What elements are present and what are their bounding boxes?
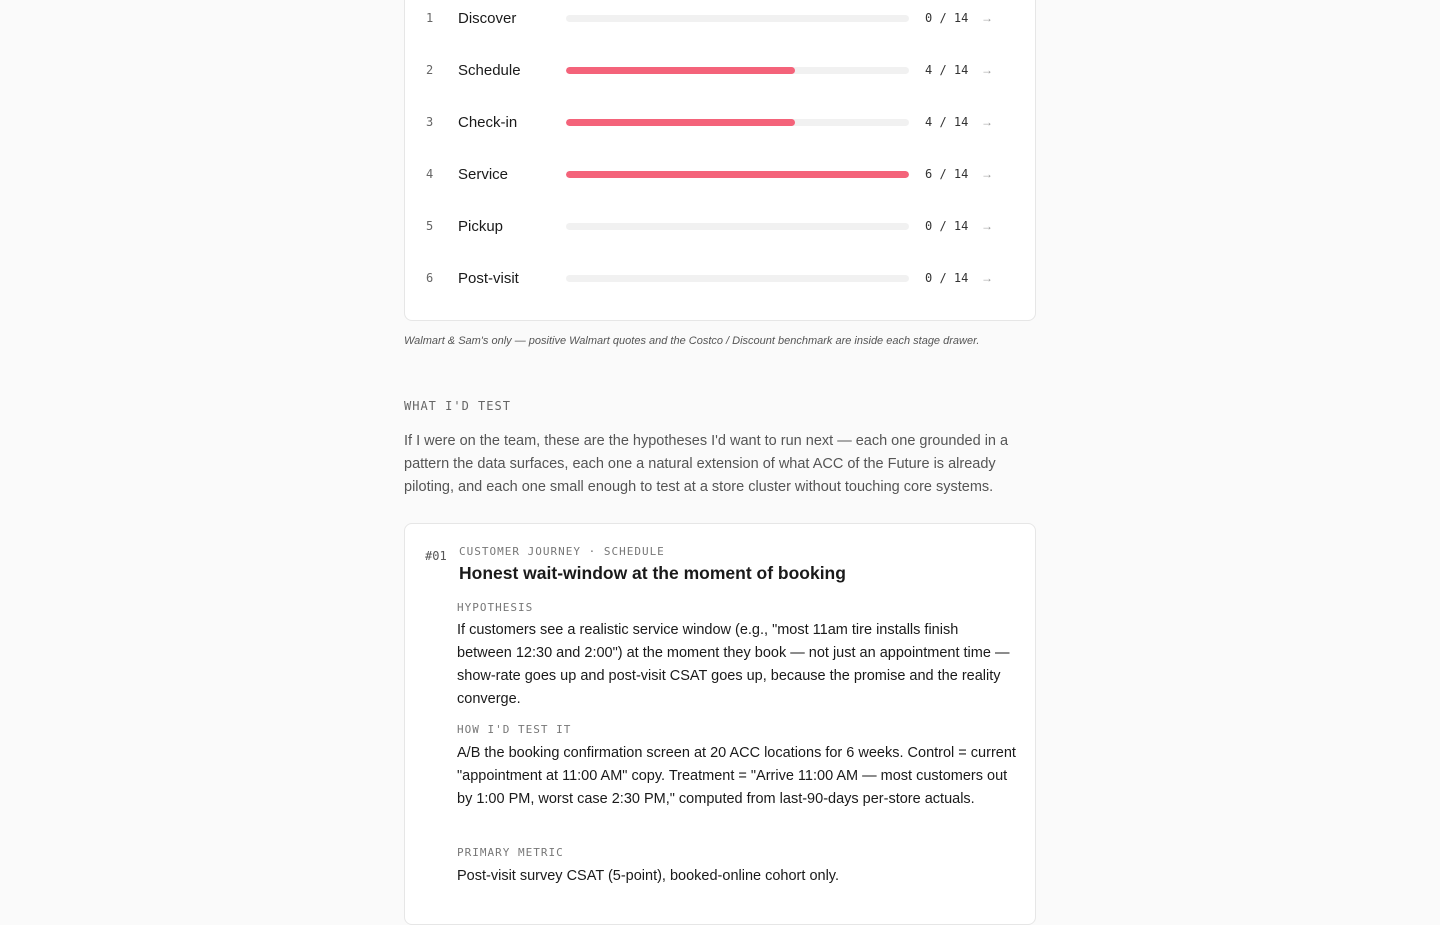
hypothesis-text: If customers see a realistic service window (e.g., "most 11am tire installs finish between 12:30 and 2:00") at the moment they book — not just an appointment time — show-rate goes up and post-visit CSAT goes up, because the promise and the reality converge.	[457, 622, 1010, 707]
test-card	[404, 523, 1036, 925]
arrow-right-icon[interactable]: →	[981, 271, 993, 285]
stage-progress-track	[566, 15, 909, 22]
stage-number: 5	[426, 219, 434, 233]
stage-progress-track	[566, 119, 909, 126]
stage-number: 6	[426, 271, 434, 285]
stage-name: Post-visit	[458, 269, 519, 287]
stage-progress-track	[566, 171, 909, 178]
stage-count: 0 / 14	[925, 219, 969, 233]
arrow-right-icon[interactable]: →	[981, 167, 993, 181]
stage-row-service[interactable]	[405, 154, 1037, 194]
stage-progress-track	[566, 275, 909, 282]
test-id: #01	[425, 549, 447, 563]
metric-text: Post-visit survey CSAT (5-point), booked-online cohort only.	[457, 868, 839, 884]
stage-number: 2	[426, 63, 434, 77]
stage-name: Check-in	[458, 113, 518, 131]
method-label: HOW I'D TEST IT	[457, 723, 572, 736]
stage-progress-fill	[566, 119, 795, 126]
stage-name: Service	[458, 165, 509, 183]
arrow-right-icon[interactable]: →	[981, 115, 993, 129]
stages-footnote: Walmart & Sam's only — positive Walmart quotes and the Costco / Discount benchmark are inside each stage drawer.	[404, 335, 980, 347]
stage-row-check-in[interactable]	[405, 102, 1037, 142]
metric-label: PRIMARY METRIC	[457, 846, 564, 859]
stage-progress-track	[566, 67, 909, 74]
stage-number: 3	[426, 115, 434, 129]
arrow-right-icon[interactable]: →	[981, 63, 993, 77]
stage-name: Schedule	[458, 61, 521, 79]
stage-row-schedule[interactable]	[405, 50, 1037, 90]
stage-row-post-visit[interactable]	[405, 258, 1037, 298]
stage-name: Discover	[458, 9, 517, 27]
stage-count: 6 / 14	[925, 167, 969, 181]
journey-stages-card	[404, 0, 1036, 321]
section-label: WHAT I'D TEST	[404, 399, 511, 413]
hypothesis-label: HYPOTHESIS	[457, 601, 534, 614]
stage-row-pickup[interactable]	[405, 206, 1037, 246]
test-eyebrow: CUSTOMER JOURNEY · SCHEDULE	[459, 545, 665, 558]
stage-count: 4 / 14	[925, 63, 969, 77]
section-intro: If I were on the team, these are the hypotheses I'd want to run next — each one grounded in a pattern the data surfaces, each one a natural extension of what ACC of the Future is already piloting, and each one small enough to test at a store cluster without touching core systems.	[404, 433, 1009, 495]
stage-count: 4 / 14	[925, 115, 969, 129]
test-title: Honest wait-window at the moment of booking	[459, 563, 846, 583]
stage-number: 4	[426, 167, 434, 181]
arrow-right-icon[interactable]: →	[981, 11, 993, 25]
stage-row-discover[interactable]	[405, 0, 1037, 38]
arrow-right-icon[interactable]: →	[981, 219, 993, 233]
stage-progress-fill	[566, 67, 795, 74]
method-text: A/B the booking confirmation screen at 20 ACC locations for 6 weeks. Control = current "appointment at 11:00 AM" copy. Treatment = "Arrive 11:00 AM — most customers out by 1:00 PM, worst case 2:30 PM," computed from last-90-days per-store actuals.	[457, 745, 1016, 807]
stage-count: 0 / 14	[925, 271, 969, 285]
stage-number: 1	[426, 11, 434, 25]
stage-progress-track	[566, 223, 909, 230]
stage-count: 0 / 14	[925, 11, 969, 25]
stage-progress-fill	[566, 171, 909, 178]
stage-name: Pickup	[458, 217, 504, 235]
